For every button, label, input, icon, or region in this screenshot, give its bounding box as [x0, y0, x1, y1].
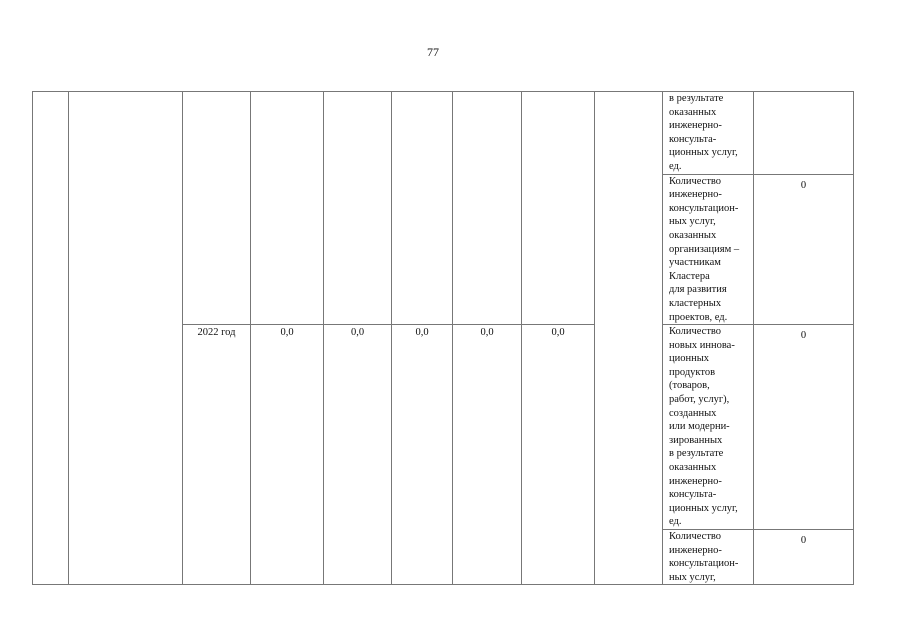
- financing-cell: 0,0: [251, 325, 324, 585]
- indicator-name: в результате оказанных инженерно- консульта- ционных услуг, ед.: [663, 92, 754, 175]
- financing-cell-prev-1: [251, 92, 324, 325]
- financing-cell: 0,0: [392, 325, 453, 585]
- col-name-cell: [69, 92, 183, 585]
- financing-cell-prev-5: [522, 92, 595, 325]
- page-number: 77: [427, 45, 439, 59]
- financing-cell: 0,0: [324, 325, 392, 585]
- program-table: [32, 91, 854, 585]
- financing-cell-prev-3: [392, 92, 453, 325]
- indicator-name: Количество новых иннова- ционных продуктов (товаров, работ, услуг), созданных или модерни- зированных в результате оказанных инженерно- консульта- ционных услуг, ед.: [663, 325, 754, 530]
- financing-cell: 0,0: [522, 325, 595, 585]
- indicator-name: Количество инженерно- консультацион- ных услуг,: [663, 530, 754, 585]
- financing-cell-prev-2: [324, 92, 392, 325]
- indicator-value: [754, 92, 854, 175]
- indicator-value: 0: [754, 174, 854, 325]
- executor-cell: [595, 92, 663, 585]
- col-number-cell: [33, 92, 69, 585]
- year-cell: 2022 год: [183, 325, 251, 585]
- financing-cell: 0,0: [453, 325, 522, 585]
- indicator-value: 0: [754, 325, 854, 530]
- indicator-value: 0: [754, 530, 854, 585]
- year-cell-prev: [183, 92, 251, 325]
- financing-cell-prev-4: [453, 92, 522, 325]
- indicator-name: Количество инженерно- консультацион- ных услуг, оказанных организациям – участникам Кластера для развития кластерных проектов, ед.: [663, 174, 754, 325]
